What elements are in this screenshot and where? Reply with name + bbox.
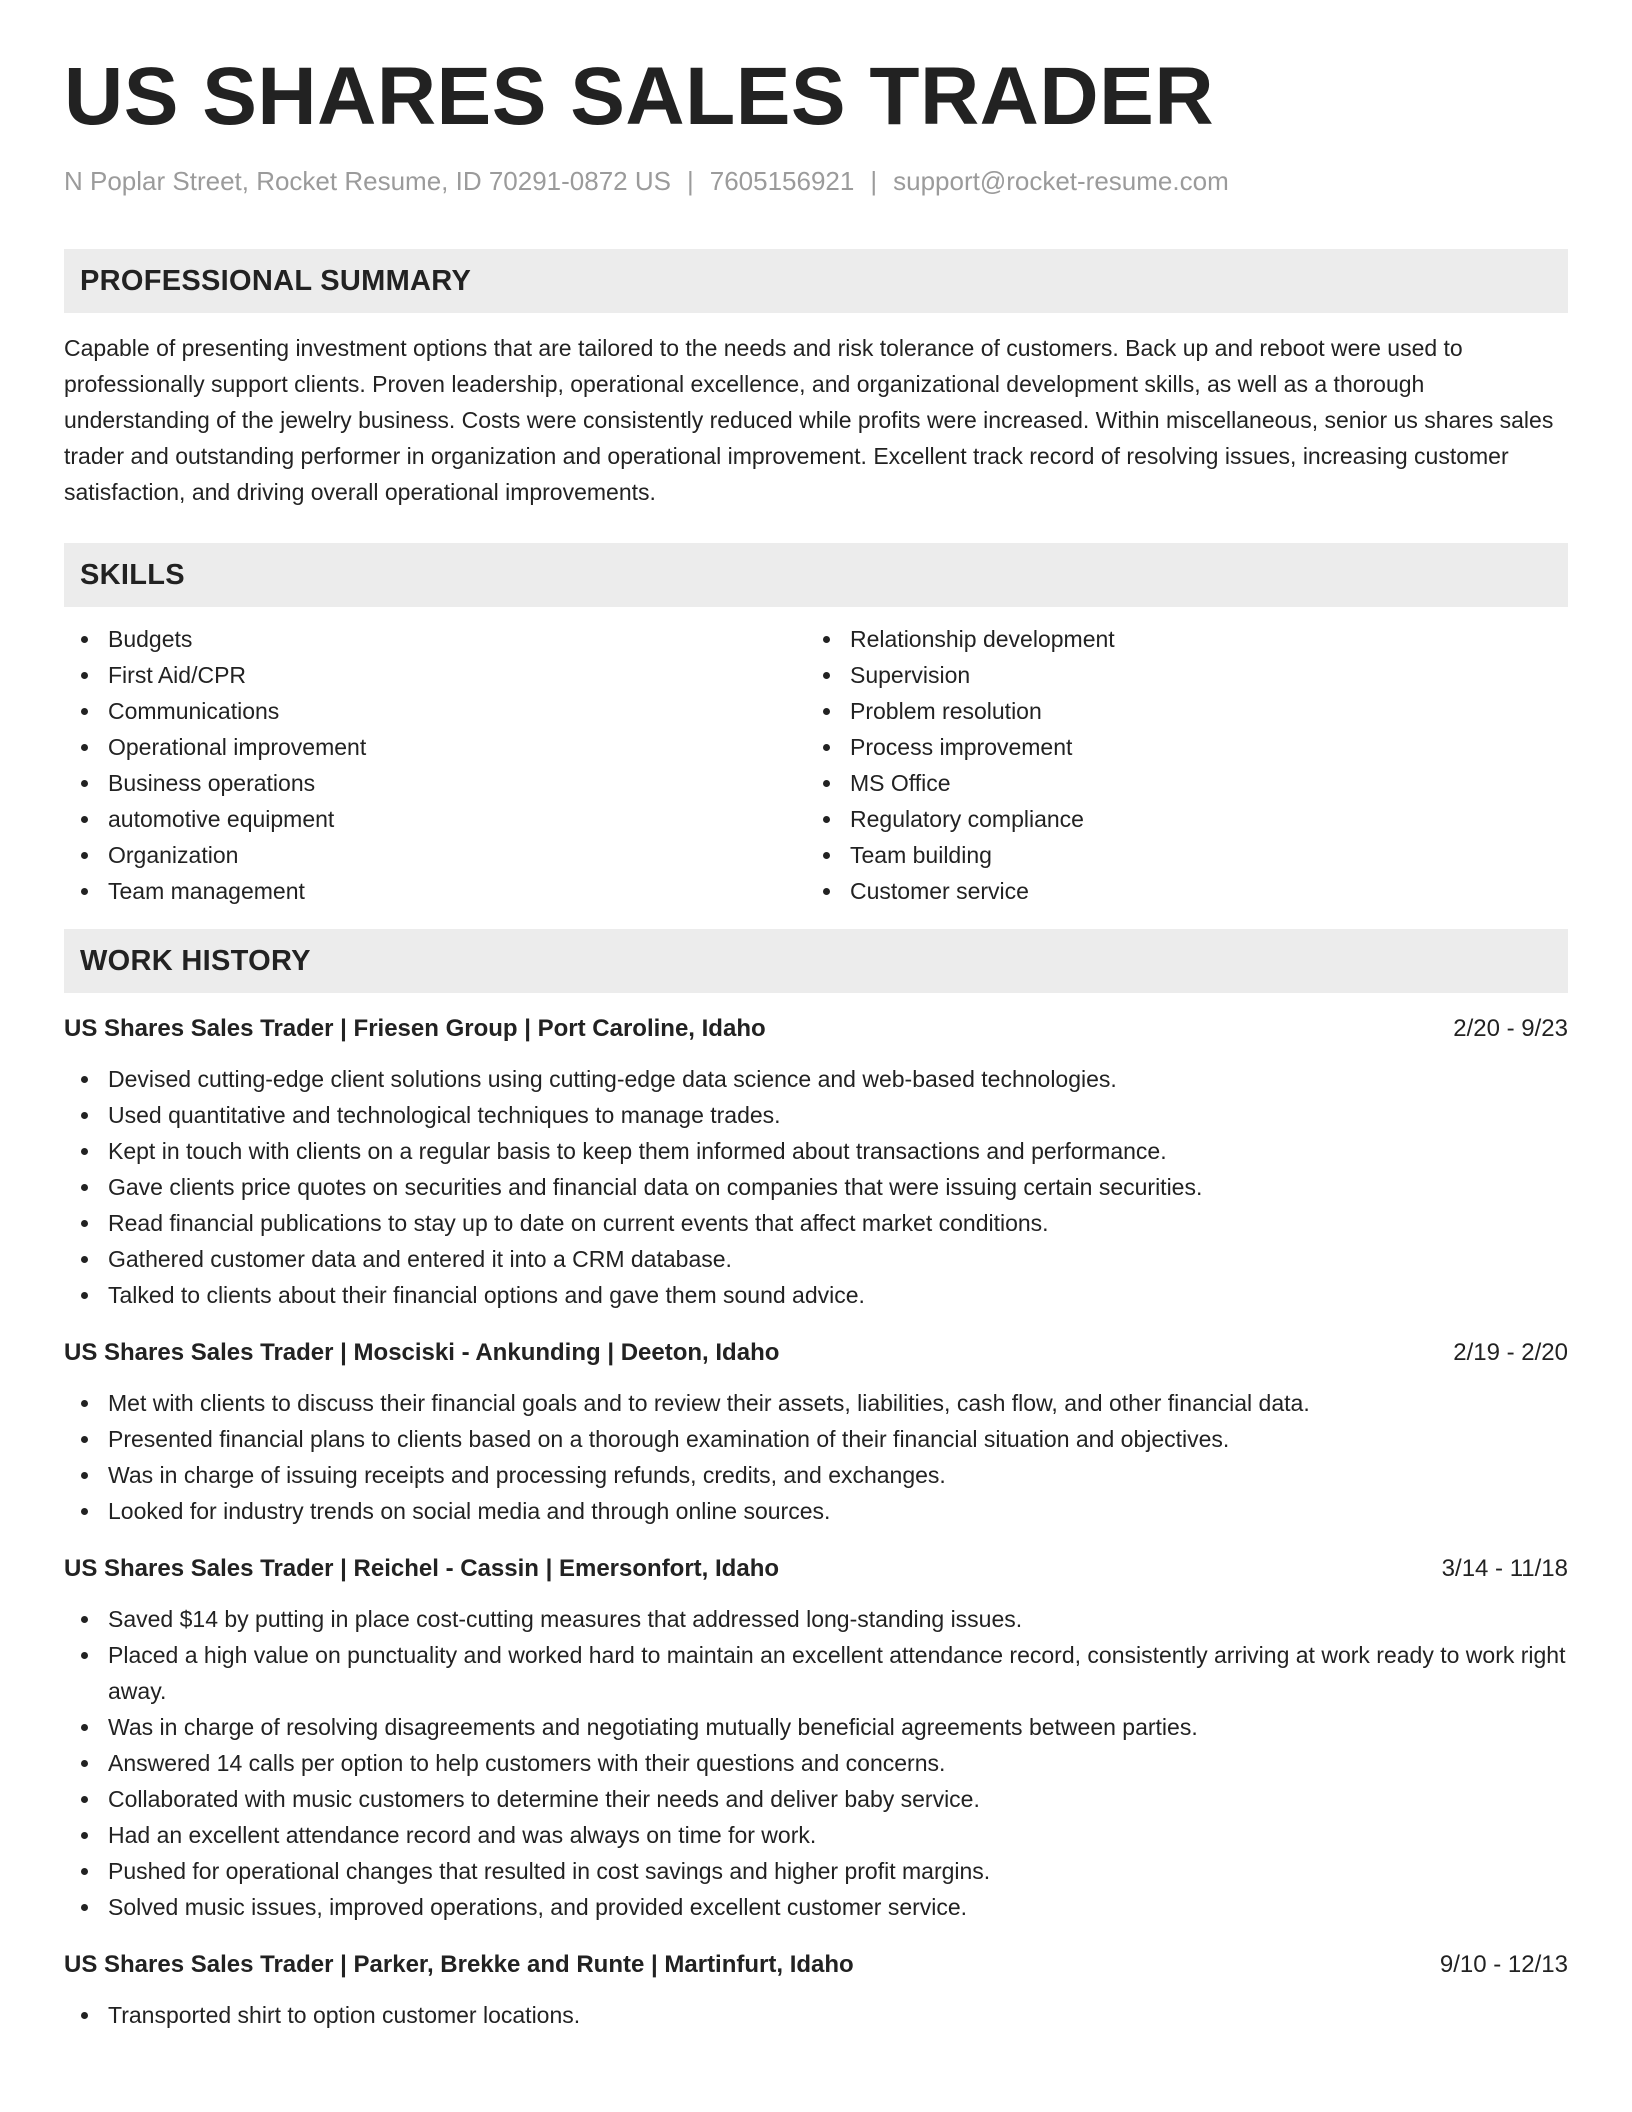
skill-item: Team building (806, 837, 1548, 873)
job-dates: 2/19 - 2/20 (1453, 1339, 1568, 1367)
contact-phone: 7605156921 (709, 166, 855, 196)
skill-item: Regulatory compliance (806, 801, 1548, 837)
job-heading-row (64, 1947, 1568, 1983)
job-bullet: Looked for industry trends on social media and through online sources. (64, 1493, 1568, 1529)
job-dates: 3/14 - 11/18 (1441, 1555, 1568, 1583)
job-bullet: Gave clients price quotes on securities and financial data on companies that were issuing certain securities. (64, 1169, 1568, 1205)
skills-column-right (806, 621, 1548, 909)
section-header-summary: PROFESSIONAL SUMMARY (64, 249, 1568, 313)
skill-item: Organization (64, 837, 806, 873)
skill-item: MS Office (806, 765, 1548, 801)
job-heading-row (64, 1335, 1568, 1371)
job-bullets (64, 1061, 1568, 1313)
job-bullet: Placed a high value on punctuality and worked hard to maintain an excellent attendance record, consistently arriving at work ready to work right away. (64, 1637, 1568, 1709)
job-entry (64, 1335, 1568, 1529)
skill-item: Operational improvement (64, 729, 806, 765)
job-title: US Shares Sales Trader | Reichel - Cassin | Emersonfort, Idaho (64, 1555, 780, 1583)
contact-separator: | (686, 166, 694, 196)
skill-item: Budgets (64, 621, 806, 657)
job-title: US Shares Sales Trader | Friesen Group | Port Caroline, Idaho (64, 1015, 766, 1043)
job-bullet: Collaborated with music customers to determine their needs and deliver baby service. (64, 1781, 1568, 1817)
job-bullet: Was in charge of resolving disagreements and negotiating mutually beneficial agreements between parties. (64, 1709, 1568, 1745)
resume-name: US SHARES SALES TRADER (64, 51, 1215, 142)
job-bullet: Used quantitative and technological techniques to manage trades. (64, 1097, 1568, 1133)
skill-item: Customer service (806, 873, 1548, 909)
contact-address: N Poplar Street, Rocket Resume, ID 70291-0872 US (64, 166, 671, 196)
skill-item: First Aid/CPR (64, 657, 806, 693)
job-bullet: Had an excellent attendance record and was always on time for work. (64, 1817, 1568, 1853)
job-bullet: Read financial publications to stay up to date on current events that affect market conditions. (64, 1205, 1568, 1241)
skill-item: Communications (64, 693, 806, 729)
job-title: US Shares Sales Trader | Parker, Brekke and Runte | Martinfurt, Idaho (64, 1951, 854, 1979)
contact-email: support@rocket-resume.com (893, 166, 1229, 196)
job-bullets (64, 1997, 1568, 2033)
skill-item: automotive equipment (64, 801, 806, 837)
section-header-skills: SKILLS (64, 543, 1568, 607)
skills-list (64, 621, 1568, 909)
job-title: US Shares Sales Trader | Mosciski - Ankunding | Deeton, Idaho (64, 1339, 780, 1367)
job-bullet: Pushed for operational changes that resulted in cost savings and higher profit margins. (64, 1853, 1568, 1889)
job-bullet: Was in charge of issuing receipts and processing refunds, credits, and exchanges. (64, 1457, 1568, 1493)
job-entry (64, 1011, 1568, 1313)
job-bullet: Answered 14 calls per option to help customers with their questions and concerns. (64, 1745, 1568, 1781)
job-entry (64, 1947, 1568, 2033)
job-dates: 9/10 - 12/13 (1439, 1951, 1568, 1979)
skill-item: Process improvement (806, 729, 1548, 765)
job-bullet: Solved music issues, improved operations, and provided excellent customer service. (64, 1889, 1568, 1925)
job-bullet: Presented financial plans to clients based on a thorough examination of their financial situation and objectives. (64, 1421, 1568, 1457)
job-bullet: Devised cutting-edge client solutions using cutting-edge data science and web-based technologies. (64, 1061, 1568, 1097)
skill-item: Supervision (806, 657, 1548, 693)
job-heading-row (64, 1011, 1568, 1047)
job-bullets (64, 1601, 1568, 1925)
contact-separator: | (870, 166, 878, 196)
skill-item: Business operations (64, 765, 806, 801)
job-bullet: Met with clients to discuss their financial goals and to review their assets, liabilities, cash flow, and other financial data. (64, 1385, 1568, 1421)
skill-item: Relationship development (806, 621, 1548, 657)
job-bullet: Talked to clients about their financial options and gave them sound advice. (64, 1277, 1568, 1313)
job-bullet: Kept in touch with clients on a regular basis to keep them informed about transactions and performance. (64, 1133, 1568, 1169)
resume-page (64, 51, 1568, 2033)
job-bullet: Transported shirt to option customer locations. (64, 1997, 1568, 2033)
contact-line (64, 166, 1568, 197)
job-heading-row (64, 1551, 1568, 1587)
skill-item: Problem resolution (806, 693, 1548, 729)
job-bullet: Saved $14 by putting in place cost-cutting measures that addressed long-standing issues. (64, 1601, 1568, 1637)
summary-text: Capable of presenting investment options that are tailored to the needs and risk tolerance of customers. Back up and reboot were used to professionally support clients. Proven leadership, operational excellence, and organizational development skills, as well as a thorough understanding of the jewelry business. Costs were consistently reduced while profits were increased. Within miscellaneous, senior us shares sales trader and outstanding performer in organization and operational improvement. Excellent track record of resolving issues, increasing customer satisfaction, and driving overall operational improvements. (64, 335, 1554, 506)
job-entry (64, 1551, 1568, 1925)
skills-column-left (64, 621, 806, 909)
job-bullets (64, 1385, 1568, 1529)
job-dates: 2/20 - 9/23 (1453, 1015, 1568, 1043)
skill-item: Team management (64, 873, 806, 909)
section-header-work-history: WORK HISTORY (64, 929, 1568, 993)
job-bullet: Gathered customer data and entered it into a CRM database. (64, 1241, 1568, 1277)
